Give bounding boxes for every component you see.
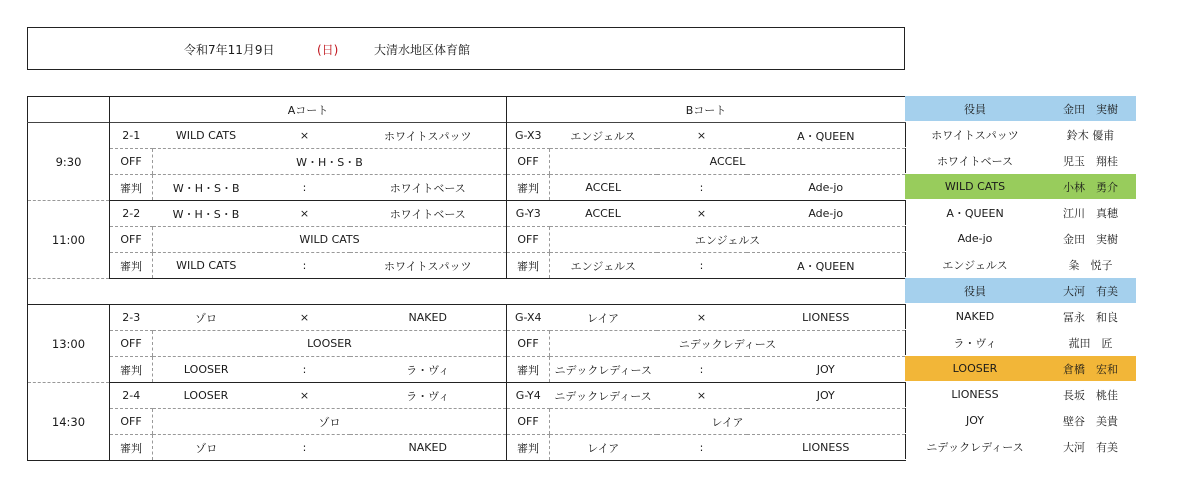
official-row [905,304,1136,330]
match-code: 2-4 [110,383,153,409]
team-name: ゾロ [153,435,260,461]
off-team: ACCEL [550,149,906,175]
vs-mark: × [260,201,350,227]
off-team: LOOSER [153,331,507,357]
official-row [905,96,1136,122]
officials-table [905,96,1136,460]
official-name: 児玉 翔桂 [1045,148,1136,174]
vs-mark: × [260,305,350,331]
official-team: Ade-jo [905,226,1045,252]
team-name: レイア [550,435,657,461]
team-name: ラ・ヴィ [350,357,507,383]
off-label: OFF [507,409,550,435]
off-team: レイア [550,409,906,435]
team-name: ニデックレディース [550,383,657,409]
event-date: 令和7年11月9日 [184,43,275,57]
colon-mark: : [260,435,350,461]
break-row [28,279,906,305]
team-name: A・QUEEN [747,253,906,279]
match-row [28,383,906,409]
referee-label: 審判 [110,357,153,383]
official-name: 江川 真穂 [1045,200,1136,226]
event-header [27,27,905,70]
match-code: 2-2 [110,201,153,227]
official-row [905,382,1136,408]
official-team: WILD CATS [905,174,1045,200]
official-name: 倉橋 宏和 [1045,356,1136,382]
vs-mark: × [657,201,747,227]
match-schedule-table [27,96,906,461]
official-team: LOOSER [905,356,1045,382]
official-team: NAKED [905,304,1045,330]
official-name: 金田 実樹 [1045,96,1136,122]
team-name: WILD CATS [153,123,260,149]
official-row [905,330,1136,356]
team-name: NAKED [350,305,507,331]
official-row [905,252,1136,278]
match-code: 2-3 [110,305,153,331]
colon-mark: : [657,175,747,201]
off-row [28,331,906,357]
official-team: JOY [905,408,1045,434]
colon-mark: : [657,435,747,461]
official-name: 鈴木 優甫 [1045,122,1136,148]
referee-row [28,253,906,279]
off-team: ニデックレディース [550,331,906,357]
time-header-cell [28,97,110,123]
break-cell [28,279,906,305]
off-team: W・H・S・B [153,149,507,175]
vs-mark: × [260,383,350,409]
team-name: LOOSER [153,357,260,383]
match-code: G-Y4 [507,383,550,409]
vs-mark: × [657,123,747,149]
team-name: ゾロ [153,305,260,331]
team-name: エンジェルス [550,253,657,279]
official-row [905,174,1136,200]
official-team: ラ・ヴィ [905,330,1045,356]
referee-row [28,175,906,201]
official-name: 長坂 桃佳 [1045,382,1136,408]
team-name: WILD CATS [153,253,260,279]
referee-label: 審判 [110,175,153,201]
team-name: LIONESS [747,305,906,331]
match-code: 2-1 [110,123,153,149]
off-label: OFF [110,409,153,435]
court-a-title: Aコート [110,97,507,123]
referee-label: 審判 [110,253,153,279]
official-name: 大河 有美 [1045,434,1136,460]
official-row [905,200,1136,226]
referee-label: 審判 [507,253,550,279]
off-label: OFF [507,149,550,175]
team-name: ホワイトスパッツ [350,253,507,279]
official-name: 小林 勇介 [1045,174,1136,200]
team-name: JOY [747,357,906,383]
match-row [28,305,906,331]
off-label: OFF [110,331,153,357]
off-team: WILD CATS [153,227,507,253]
colon-mark: : [657,253,747,279]
match-time: 11:00 [28,201,110,279]
event-venue: 大清水地区体育館 [374,43,471,57]
referee-row [28,357,906,383]
team-name: W・H・S・B [153,175,260,201]
referee-label: 審判 [507,175,550,201]
official-row [905,278,1136,304]
court-b-title: Bコート [507,97,906,123]
team-name: Ade-jo [747,175,906,201]
official-row [905,434,1136,460]
team-name: A・QUEEN [747,123,906,149]
team-name: ホワイトベース [350,201,507,227]
match-time: 9:30 [28,123,110,201]
match-code: G-X3 [507,123,550,149]
match-row [28,201,906,227]
referee-label: 審判 [110,435,153,461]
team-name: ホワイトスパッツ [350,123,507,149]
official-row [905,356,1136,382]
off-label: OFF [507,227,550,253]
colon-mark: : [657,357,747,383]
official-team: ホワイトスパッツ [905,122,1045,148]
official-team: ニデックレディース [905,434,1045,460]
team-name: Ade-jo [747,201,906,227]
team-name: レイア [550,305,657,331]
vs-mark: × [260,123,350,149]
match-code: G-X4 [507,305,550,331]
vs-mark: × [657,383,747,409]
off-label: OFF [110,149,153,175]
official-team: LIONESS [905,382,1045,408]
team-name: ACCEL [550,175,657,201]
team-name: NAKED [350,435,507,461]
match-row [28,123,906,149]
official-team: A・QUEEN [905,200,1045,226]
off-row [28,409,906,435]
team-name: LIONESS [747,435,906,461]
event-weekday: (日) [317,43,339,57]
official-name: 粂 悦子 [1045,252,1136,278]
official-team: エンジェルス [905,252,1045,278]
official-name: 金田 実樹 [1045,226,1136,252]
official-row [905,148,1136,174]
team-name: ホワイトベース [350,175,507,201]
off-row [28,149,906,175]
team-name: ACCEL [550,201,657,227]
colon-mark: : [260,253,350,279]
court-header-row [28,97,906,123]
team-name: エンジェルス [550,123,657,149]
official-row [905,122,1136,148]
official-name: 壁谷 美貴 [1045,408,1136,434]
off-label: OFF [507,331,550,357]
official-name: 大河 有美 [1045,278,1136,304]
official-row [905,408,1136,434]
official-row [905,226,1136,252]
match-code: G-Y3 [507,201,550,227]
official-team: 役員 [905,96,1045,122]
team-name: LOOSER [153,383,260,409]
off-team: エンジェルス [550,227,906,253]
match-time: 14:30 [28,383,110,461]
vs-mark: × [657,305,747,331]
off-label: OFF [110,227,153,253]
team-name: JOY [747,383,906,409]
team-name: W・H・S・B [153,201,260,227]
referee-label: 審判 [507,357,550,383]
colon-mark: : [260,175,350,201]
match-time: 13:00 [28,305,110,383]
official-team: 役員 [905,278,1045,304]
off-row [28,227,906,253]
referee-label: 審判 [507,435,550,461]
official-name: 菰田 匠 [1045,330,1136,356]
team-name: ニデックレディース [550,357,657,383]
team-name: ラ・ヴィ [350,383,507,409]
colon-mark: : [260,357,350,383]
referee-row [28,435,906,461]
official-team: ホワイトベース [905,148,1045,174]
off-team: ゾロ [153,409,507,435]
official-name: 冨永 和良 [1045,304,1136,330]
